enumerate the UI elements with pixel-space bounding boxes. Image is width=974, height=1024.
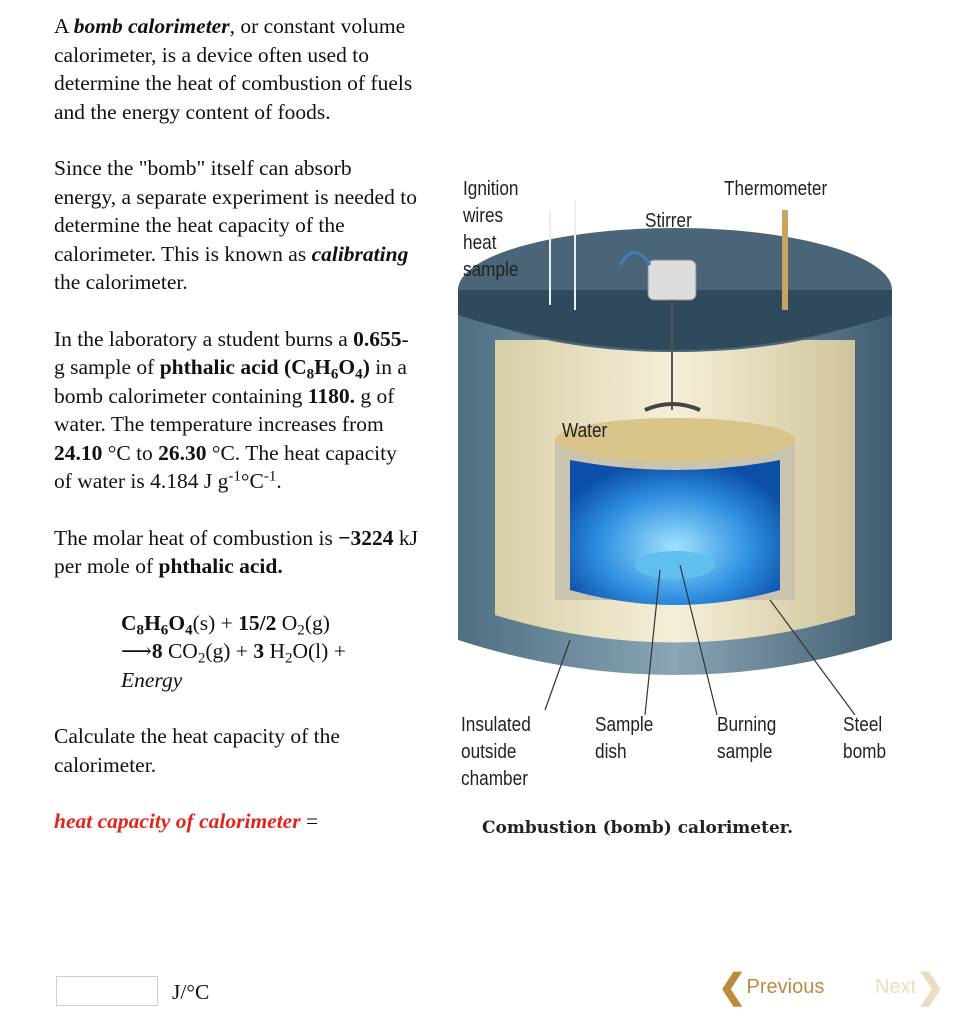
label-water: Water xyxy=(562,420,608,442)
previous-button[interactable] xyxy=(718,968,825,1006)
steel-bomb xyxy=(570,460,780,605)
label-steel-bomb: Steel bomb xyxy=(843,714,887,763)
previous-label: Previous xyxy=(746,975,825,998)
diagram-caption: Combustion (bomb) calorimeter. xyxy=(482,818,794,838)
chevron-right-icon: ❯ xyxy=(916,968,945,1006)
stirrer-motor xyxy=(648,260,696,300)
label-sample-dish: Sample dish xyxy=(595,714,654,763)
label-burning-sample: Burning sample xyxy=(717,714,777,763)
label-insulated-chamber: Insulated outside chamber xyxy=(461,714,531,790)
thermometer xyxy=(782,210,788,310)
question-text: Calculate the heat capacity of the calorimeter. xyxy=(54,724,340,777)
next-button[interactable] xyxy=(875,968,945,1006)
unit-label: J/°C xyxy=(172,980,210,1004)
next-label: Next xyxy=(875,975,917,998)
chevron-left-icon: ❮ xyxy=(718,968,747,1006)
calibration-paragraph: Since the "bomb" itself can absorb energy, a separate experiment is needed to determine the heat capacity of the calorimeter. This is known as calibrating the calorimeter. xyxy=(54,156,417,294)
sample-dish xyxy=(635,551,715,579)
problem-text xyxy=(54,12,419,836)
reaction-equation: $C_8H_6O_4(s) + 15/2$ $O_2(g)$ ⟶8 $CO_2(g) + 3$ $H_2O(l)$ + Energy xyxy=(121,610,346,692)
heat-capacity-input[interactable] xyxy=(56,976,158,1006)
answer-label: heat capacity of calorimeter = xyxy=(54,809,319,833)
label-stirrer: Stirrer xyxy=(645,210,692,232)
label-ignition-wires: Ignition wires heat sample xyxy=(463,178,519,281)
intro-paragraph: A bomb calorimeter, or constant volume calorimeter, is a device often used to determine the heat of combustion of fuels and the energy content of foods. xyxy=(54,14,413,124)
molar-heat-paragraph: The molar heat of combustion is −3224 kJ per mole of phthalic acid. xyxy=(54,525,418,578)
label-thermometer: Thermometer xyxy=(724,178,828,200)
lab-paragraph: In the laboratory a student burns a 0.655-g sample of phthalic acid $(C_8H_6O_4)$ in a bomb calorimeter containing 1180. g of water. The temperature increases from 24.10 °C to 26.30 °C. The heat capacity of water is 4.184 J $g^{-1}^\circ C^{-1}$. xyxy=(54,326,409,493)
